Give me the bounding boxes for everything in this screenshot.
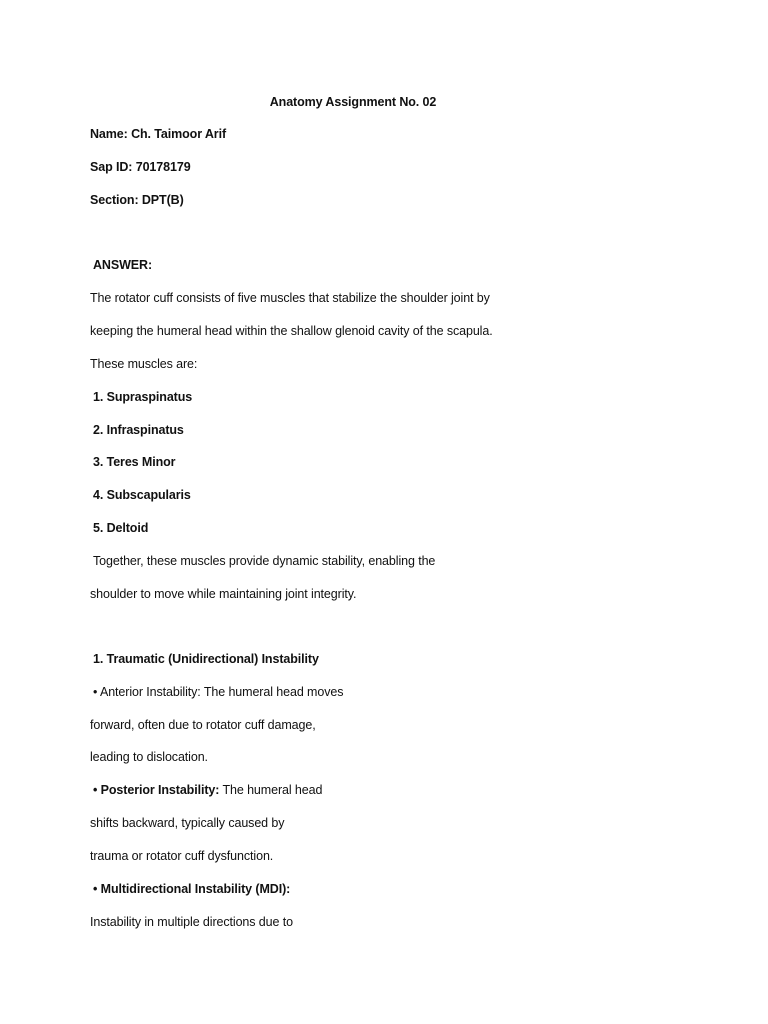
muscle-list-item: 2. Infraspinatus <box>93 423 184 437</box>
posterior-instability-text: The humeral head <box>219 783 323 797</box>
intro-line: The rotator cuff consists of five muscles that stabilize the shoulder joint by <box>90 291 490 305</box>
posterior-instability-line: shifts backward, typically caused by <box>90 816 285 830</box>
summary-line: Together, these muscles provide dynamic stability, enabling the <box>93 554 436 568</box>
answer-heading: ANSWER: <box>93 258 153 272</box>
posterior-instability-label: • Posterior Instability: <box>93 783 220 797</box>
section: Section: DPT(B) <box>90 193 184 207</box>
document-title: Anatomy Assignment No. 02 <box>269 95 437 109</box>
mdi-heading: • Multidirectional Instability (MDI): <box>93 882 291 896</box>
posterior-instability-line: trauma or rotator cuff dysfunction. <box>90 849 274 863</box>
muscle-list-item: 4. Subscapularis <box>93 488 191 502</box>
muscle-list-item: 1. Supraspinatus <box>93 390 193 404</box>
muscle-list-item: 3. Teres Minor <box>93 455 176 469</box>
summary-line: shoulder to move while maintaining joint integrity. <box>90 587 357 601</box>
anterior-instability-line: forward, often due to rotator cuff damage, <box>90 718 316 732</box>
intro-line: keeping the humeral head within the shallow glenoid cavity of the scapula. <box>90 324 493 338</box>
instability-heading: 1. Traumatic (Unidirectional) Instability <box>93 652 319 666</box>
posterior-instability-line <box>93 782 322 798</box>
muscle-list-item: 5. Deltoid <box>93 521 149 535</box>
mdi-line: Instability in multiple directions due to <box>90 915 293 929</box>
student-name: Name: Ch. Taimoor Arif <box>90 127 227 141</box>
intro-line: These muscles are: <box>90 357 198 371</box>
anterior-instability-line: leading to dislocation. <box>90 750 208 764</box>
anterior-instability-line: • Anterior Instability: The humeral head moves <box>93 685 344 699</box>
sap-id: Sap ID: 70178179 <box>90 160 191 174</box>
